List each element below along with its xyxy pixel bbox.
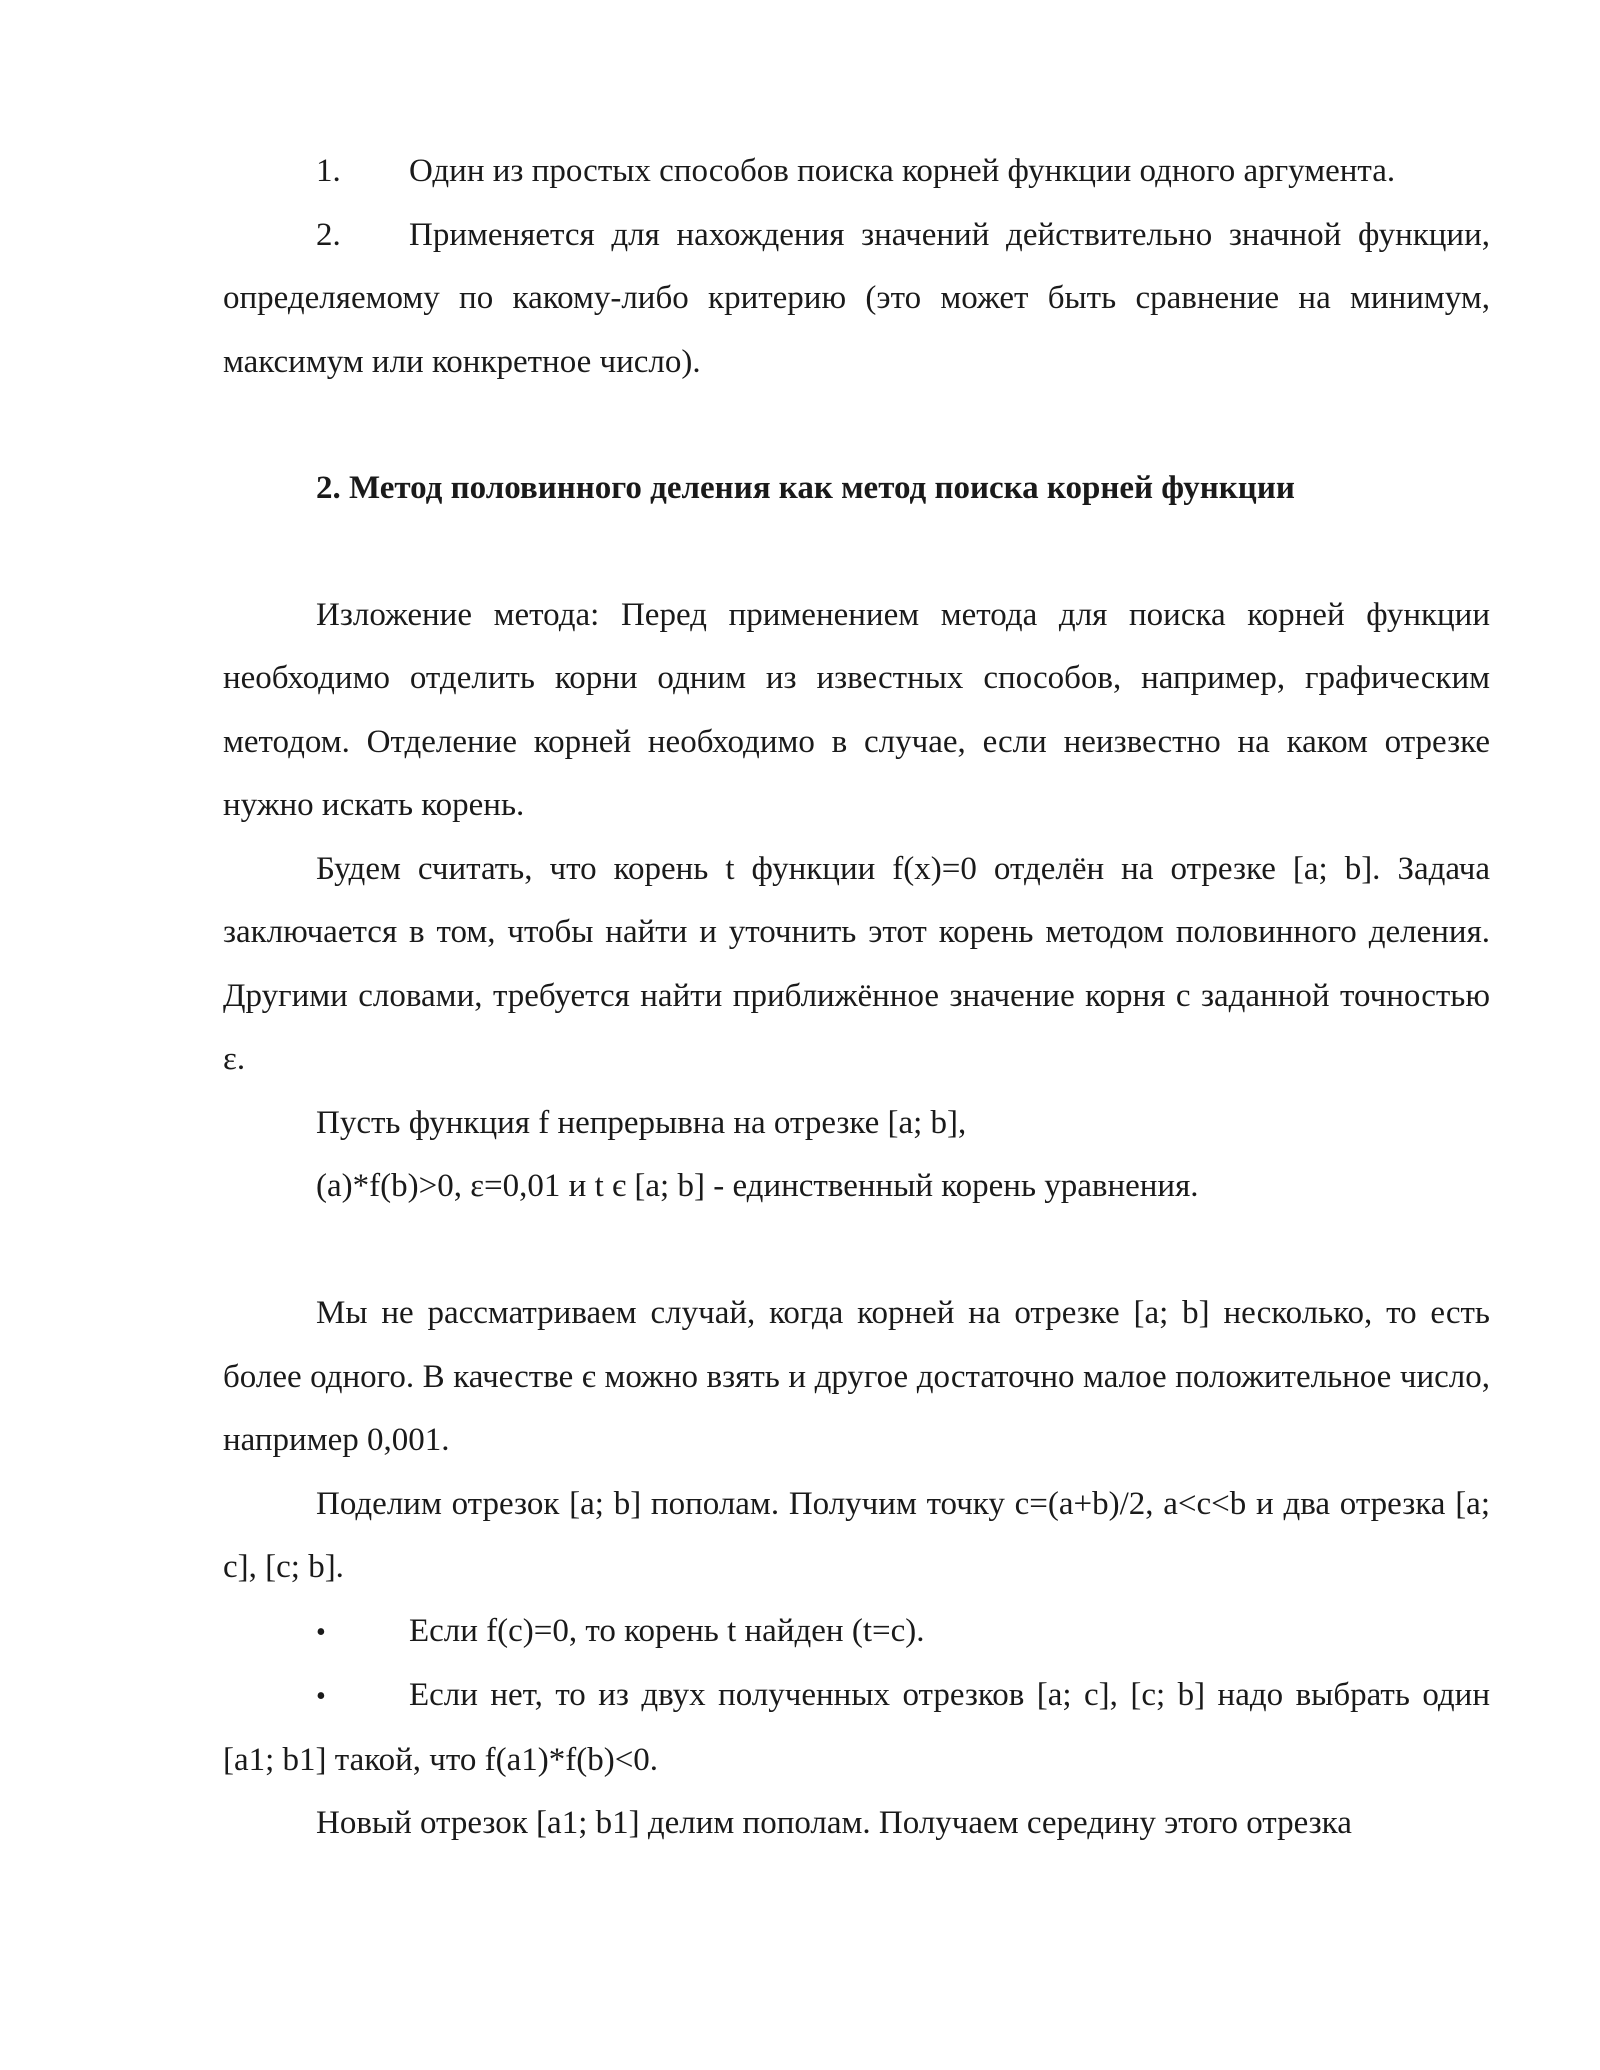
paragraph-new-segment: Новый отрезок [a1; b1] делим пополам. Получаем середину этого отрезка xyxy=(316,1805,1352,1841)
paragraph-method-description: Изложение метода: Перед применением метода для поиска корней функции необходимо отделить корни одним из известных способов, например, графическим методом. Отделение корней необходимо в случае, если неизвестно на каком отрезке нужно искать корень. xyxy=(223,596,1490,823)
list-marker: 1. xyxy=(316,153,341,189)
bullet-marker: • xyxy=(316,1681,326,1712)
bullet-text: Если нет, то из двух полученных отрезков [a; c], [c; b] надо выбрать один [a1; b1] такой, что f(a1)*f(b)<0. xyxy=(223,1677,1490,1778)
bullet-item xyxy=(223,1664,1490,1792)
section-heading: 2. Метод половинного деления как метод поиска корней функции xyxy=(316,470,1295,506)
list-item-text: Один из простых способов поиска корней функции одного аргумента. xyxy=(409,153,1396,189)
list-marker: 2. xyxy=(316,216,341,253)
document-body xyxy=(223,140,1490,1856)
list-item xyxy=(223,204,1490,395)
bullet-text: Если f(c)=0, то корень t найден (t=c). xyxy=(409,1612,925,1649)
paragraph-continuity: Пусть функция f непрерывна на отрезке [a; b], xyxy=(316,1104,967,1141)
paragraph-root-assumption: Будем считать, что корень t функции f(x)=0 отделён на отрезке [a; b]. Задача заключается в том, чтобы найти и уточнить этот корень методом половинного деления. Другими словами, требуется найти приближённое значение корня с заданной точностью ε. xyxy=(223,850,1490,1077)
bullet-item xyxy=(223,1600,1490,1665)
bullet-marker: • xyxy=(316,1616,326,1648)
paragraph-single-root: Мы не рассматриваем случай, когда корней на отрезке [a; b] несколько, то есть более одного. В качестве є можно взять и другое достаточно малое положительное число, например 0,001. xyxy=(223,1295,1490,1458)
paragraph-conditions: (a)*f(b)>0, ε=0,01 и t є [a; b] - единственный корень уравнения. xyxy=(316,1168,1199,1204)
blank-line xyxy=(223,1219,1490,1283)
paragraph-bisect: Поделим отрезок [a; b] пополам. Получим точку c=(a+b)/2, a<c<b и два отрезка [a; c], [c; b]. xyxy=(223,1485,1490,1585)
list-item xyxy=(223,140,1490,204)
list-item-text: Применяется для нахождения значений действительно значной функции, определяемому по какому-либо критерию (это может быть сравнение на минимум, максимум или конкретное число). xyxy=(223,216,1490,380)
